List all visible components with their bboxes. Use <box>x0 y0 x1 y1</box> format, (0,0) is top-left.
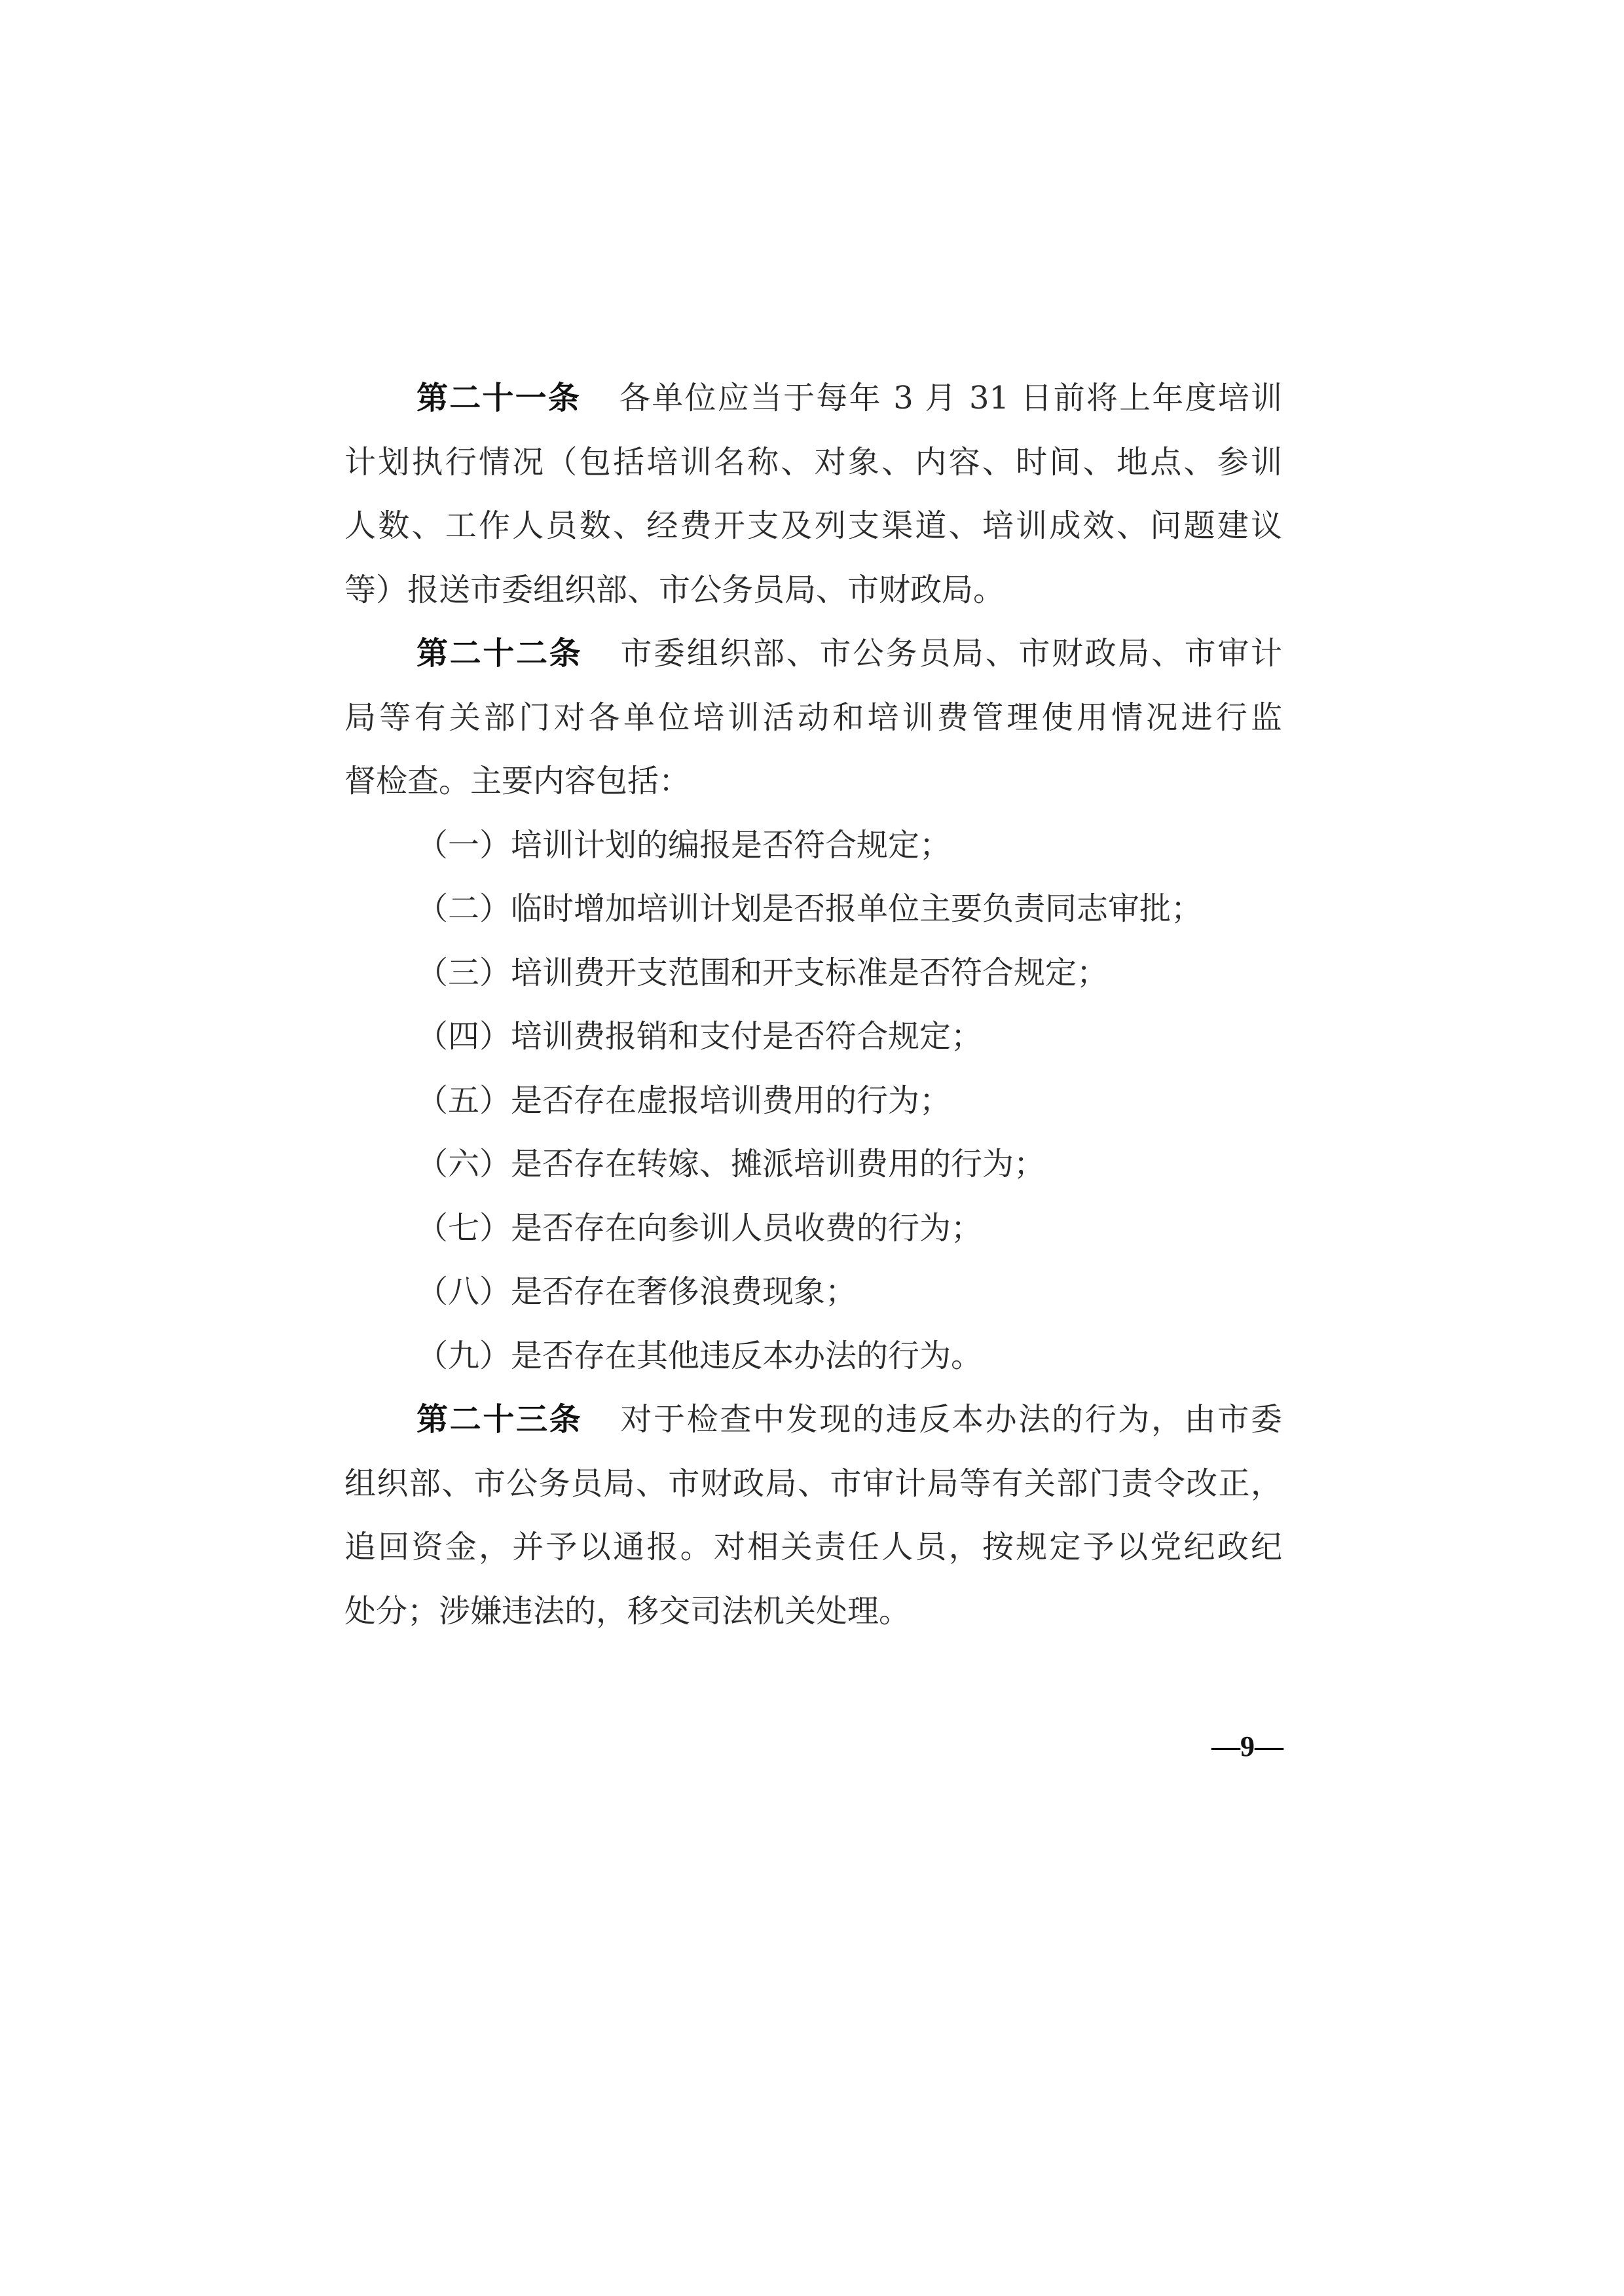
list-item-2: （二）临时增加培训计划是否报单位主要负责同志审批； <box>416 890 1203 927</box>
document-body <box>344 367 1282 1643</box>
article-23-text: 对于检查中发现的违反本办法的行为，由市委 <box>620 1401 1282 1438</box>
article-23-line-1 <box>344 1388 1282 1452</box>
article-23-title: 第二十三条 <box>416 1401 583 1438</box>
article-22-line-1 <box>344 622 1282 686</box>
article-21-line-3: 人数、工作人员数、经费开支及列支渠道、培训成效、问题建议 <box>344 507 1282 544</box>
article-21-line-1 <box>344 367 1282 431</box>
article-21-text: 各单位应当于每年 3 月 31 日前将上年度培训 <box>619 380 1282 416</box>
article-22-line-2: 局等有关部门对各单位培训活动和培训费管理使用情况进行监 <box>344 699 1282 736</box>
article-23-line-3: 追回资金，并予以通报。对相关责任人员，按规定予以党纪政纪 <box>344 1529 1282 1565</box>
list-item-8: （八）是否存在奢侈浪费现象； <box>416 1273 857 1310</box>
article-21-line-4: 等）报送市委组织部、市公务员局、市财政局。 <box>344 571 1005 608</box>
article-22-title: 第二十二条 <box>416 635 583 672</box>
list-item-3: （三）培训费开支范围和开支标准是否符合规定； <box>416 954 1109 991</box>
list-item-1: （一）培训计划的编报是否符合规定； <box>416 826 951 864</box>
article-23-line-4: 处分；涉嫌违法的，移交司法机关处理。 <box>344 1592 911 1630</box>
page-number: —9— <box>1211 1730 1283 1762</box>
article-22-text: 市委组织部、市公务员局、市财政局、市审计 <box>620 635 1282 672</box>
list-item-7: （七）是否存在向参训人员收费的行为； <box>416 1209 983 1247</box>
article-22-line-3: 督检查。主要内容包括： <box>344 763 691 799</box>
article-21-title: 第二十一条 <box>416 380 581 416</box>
list-item-6: （六）是否存在转嫁、摊派培训费用的行为； <box>416 1146 1046 1182</box>
article-21-line-2: 计划执行情况（包括培训名称、对象、内容、时间、地点、参训 <box>344 443 1282 481</box>
list-item-5: （五）是否存在虚报培训费用的行为； <box>416 1082 951 1119</box>
list-item-9: （九）是否存在其他违反本办法的行为。 <box>416 1337 983 1374</box>
article-23-line-2: 组织部、市公务员局、市财政局、市审计局等有关部门责令改正， <box>344 1465 1282 1502</box>
list-item-4: （四）培训费报销和支付是否符合规定； <box>416 1018 983 1055</box>
